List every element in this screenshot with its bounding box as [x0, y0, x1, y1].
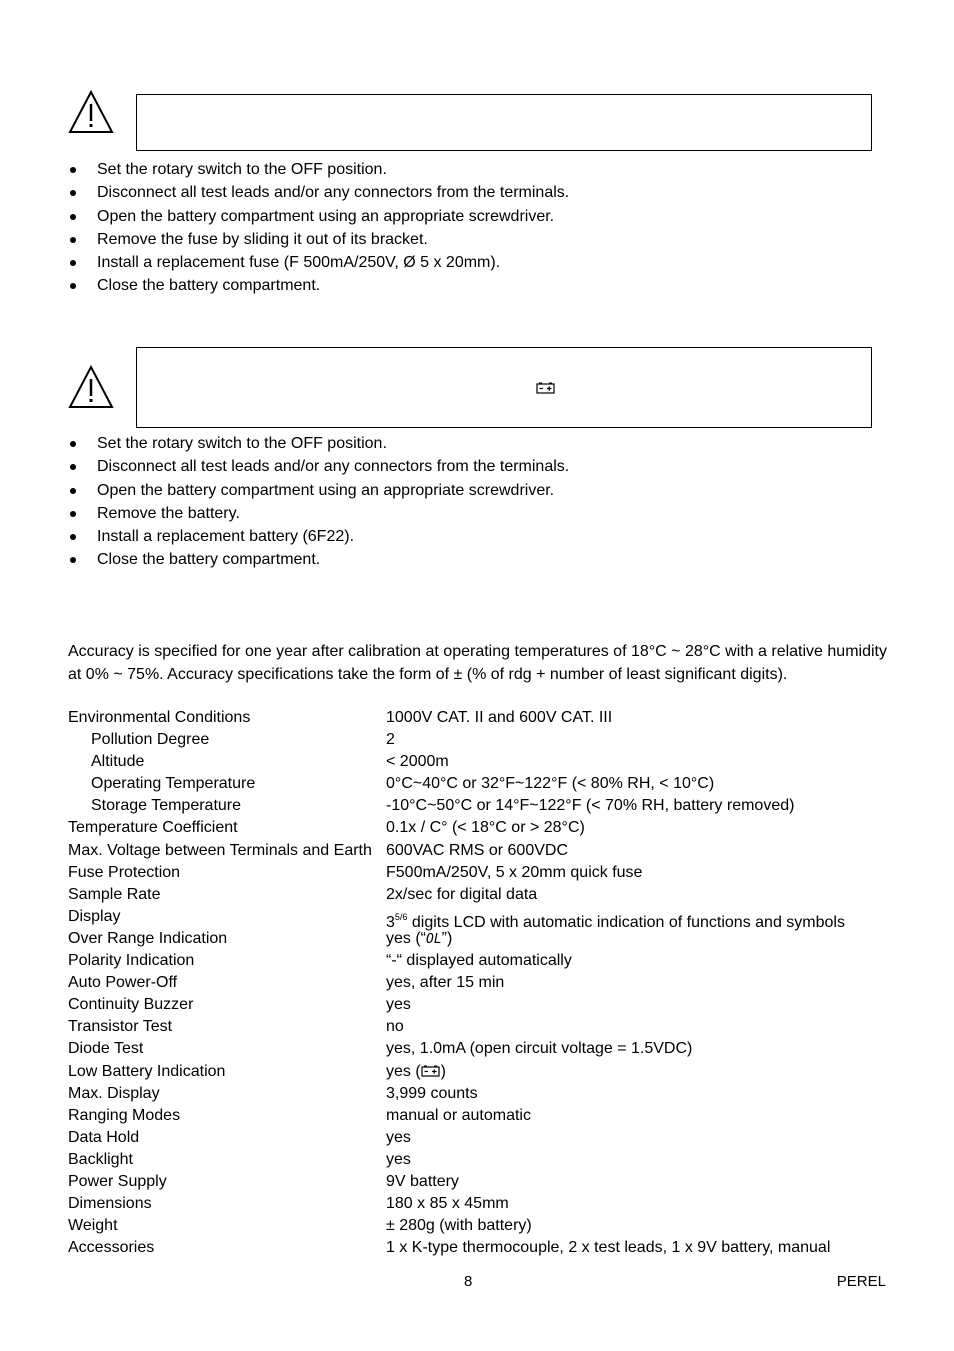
- spec-label: Pollution Degree: [91, 731, 210, 749]
- spec-label: Transistor Test: [68, 1018, 173, 1036]
- list-item: Remove the battery.: [68, 502, 569, 525]
- list-item: Close the battery compartment.: [68, 548, 569, 571]
- spec-row: [68, 1127, 908, 1149]
- accuracy-line: at 0% ~ 75%. Accuracy specifications take the form of ± (% of rdg + number of least significant digits).: [68, 665, 788, 683]
- spec-label: Low Battery Indication: [68, 1062, 226, 1080]
- spec-row: [68, 707, 908, 729]
- spec-value: < 2000m: [386, 753, 449, 771]
- spec-label: Diode Test: [68, 1040, 144, 1058]
- spec-row: [68, 751, 908, 773]
- spec-value: 1 x K-type thermocouple, 2 x test leads, 1 x 9V battery, manual: [386, 1239, 831, 1257]
- warning-triangle-icon: [68, 365, 114, 409]
- spec-value: 9V battery: [386, 1172, 459, 1190]
- spec-row: [68, 1215, 908, 1237]
- spec-label: Fuse Protection: [68, 863, 181, 881]
- spec-row: [68, 817, 908, 839]
- spec-value: yes, after 15 min: [386, 974, 505, 992]
- spec-value: 3,999 counts: [386, 1084, 478, 1102]
- list-item: Install a replacement fuse (F 500mA/250V, Ø 5 x 20mm).: [68, 251, 569, 274]
- spec-label: Altitude: [91, 753, 145, 771]
- spec-label: Auto Power-Off: [68, 974, 178, 992]
- spec-row: [68, 1083, 908, 1105]
- brand-name: PEREL: [836, 1273, 886, 1290]
- specifications-table: [68, 707, 908, 1259]
- list-item: Open the battery compartment using an appropriate screwdriver.: [68, 479, 569, 502]
- page-number: 8: [464, 1273, 473, 1290]
- spec-value: 0.1x / C° (< 18°C or > 28°C): [386, 819, 585, 837]
- spec-label: Backlight: [68, 1150, 133, 1168]
- spec-value: [386, 1061, 446, 1083]
- list-item: Close the battery compartment.: [68, 274, 569, 297]
- spec-label: Accessories: [68, 1239, 155, 1257]
- spec-value: yes, 1.0mA (open circuit voltage = 1.5VDC): [386, 1040, 693, 1058]
- warning-triangle-icon: [68, 90, 114, 134]
- overrange-suffix: ”): [441, 929, 453, 947]
- battery-icon: [536, 382, 556, 395]
- spec-row: [68, 884, 908, 906]
- spec-row: [68, 972, 908, 994]
- list-item: Install a replacement battery (6F22).: [68, 525, 569, 548]
- list-item: Remove the fuse by sliding it out of its bracket.: [68, 228, 569, 251]
- spec-value: manual or automatic: [386, 1106, 531, 1124]
- spec-value: “-“ displayed automatically: [386, 952, 572, 970]
- spec-value: yes: [386, 1150, 411, 1168]
- spec-label: Temperature Coefficient: [68, 819, 238, 837]
- spec-row: [68, 795, 908, 817]
- accuracy-line: Accuracy is specified for one year after calibration at operating temperatures of 18°C ~ 28°C with a relative humidity: [68, 643, 887, 660]
- spec-row: [68, 1016, 908, 1038]
- spec-row: [68, 994, 908, 1016]
- spec-value: 2x/sec for digital data: [386, 885, 538, 903]
- spec-row: [68, 1149, 908, 1171]
- spec-row: [68, 729, 908, 751]
- list-item: Open the battery compartment using an appropriate screwdriver.: [68, 205, 569, 228]
- spec-row: [68, 928, 908, 950]
- fuse-warning-box: [136, 94, 872, 151]
- digits-fraction: 5/6: [394, 911, 408, 922]
- battery-icon: [421, 1065, 441, 1078]
- spec-value: 2: [386, 731, 395, 749]
- spec-label: Dimensions: [68, 1195, 152, 1213]
- spec-value: F500mA/250V, 5 x 20mm quick fuse: [386, 863, 643, 881]
- spec-row: [68, 1237, 908, 1259]
- spec-label: Environmental Conditions: [68, 709, 251, 726]
- spec-value: 180 x 85 x 45mm: [386, 1195, 509, 1213]
- low-battery-suffix: ): [440, 1062, 446, 1080]
- overrange-symbol: OL: [426, 931, 442, 947]
- spec-label: Power Supply: [68, 1172, 167, 1190]
- list-item: Set the rotary switch to the OFF position.: [68, 158, 569, 181]
- low-battery-prefix: yes (: [386, 1062, 421, 1080]
- spec-label: Data Hold: [68, 1128, 140, 1146]
- spec-row: [68, 1061, 908, 1083]
- list-item: Set the rotary switch to the OFF position.: [68, 432, 569, 455]
- list-item: Disconnect all test leads and/or any connectors from the terminals.: [68, 181, 569, 204]
- spec-value: 600VAC RMS or 600VDC: [386, 841, 568, 859]
- spec-value: 0°C~40°C or 32°F~122°F (< 80% RH, < 10°C): [386, 775, 715, 793]
- accuracy-paragraph: [68, 641, 888, 686]
- spec-row: [68, 862, 908, 884]
- spec-label: Storage Temperature: [91, 797, 242, 815]
- spec-value: no: [386, 1018, 404, 1036]
- spec-label: Max. Display: [68, 1084, 160, 1102]
- overrange-prefix: yes (“: [386, 929, 426, 947]
- spec-row: [68, 1193, 908, 1215]
- spec-value: [386, 928, 452, 951]
- display-description: digits LCD with automatic indication of functions and symbols: [407, 913, 845, 931]
- spec-label: Sample Rate: [68, 885, 161, 903]
- spec-label: Max. Voltage between Terminals and Earth: [68, 841, 372, 859]
- spec-label: Weight: [68, 1217, 118, 1235]
- spec-value: ± 280g (with battery): [386, 1217, 532, 1235]
- spec-row: [68, 906, 908, 931]
- spec-row: [68, 840, 908, 862]
- spec-label: Over Range Indication: [68, 929, 228, 947]
- spec-label: Polarity Indication: [68, 952, 195, 970]
- spec-row: [68, 950, 908, 972]
- spec-label: Continuity Buzzer: [68, 996, 194, 1014]
- spec-row: [68, 1105, 908, 1127]
- spec-value: -10°C~50°C or 14°F~122°F (< 70% RH, battery removed): [386, 797, 795, 815]
- list-item: Disconnect all test leads and/or any connectors from the terminals.: [68, 455, 569, 478]
- spec-label: Display: [68, 907, 121, 925]
- battery-warning-box: [136, 347, 872, 428]
- fuse-replacement-steps: [68, 158, 569, 298]
- spec-label: Operating Temperature: [91, 775, 256, 793]
- spec-value: yes: [386, 996, 411, 1014]
- battery-replacement-steps: [68, 432, 569, 572]
- spec-row: [68, 773, 908, 795]
- spec-row: [68, 1171, 908, 1193]
- spec-row: [68, 1038, 908, 1060]
- spec-value: yes: [386, 1128, 411, 1146]
- digits-number: 3: [386, 913, 395, 931]
- spec-label: Ranging Modes: [68, 1106, 181, 1124]
- spec-value: 1000V CAT. II and 600V CAT. III: [386, 709, 613, 726]
